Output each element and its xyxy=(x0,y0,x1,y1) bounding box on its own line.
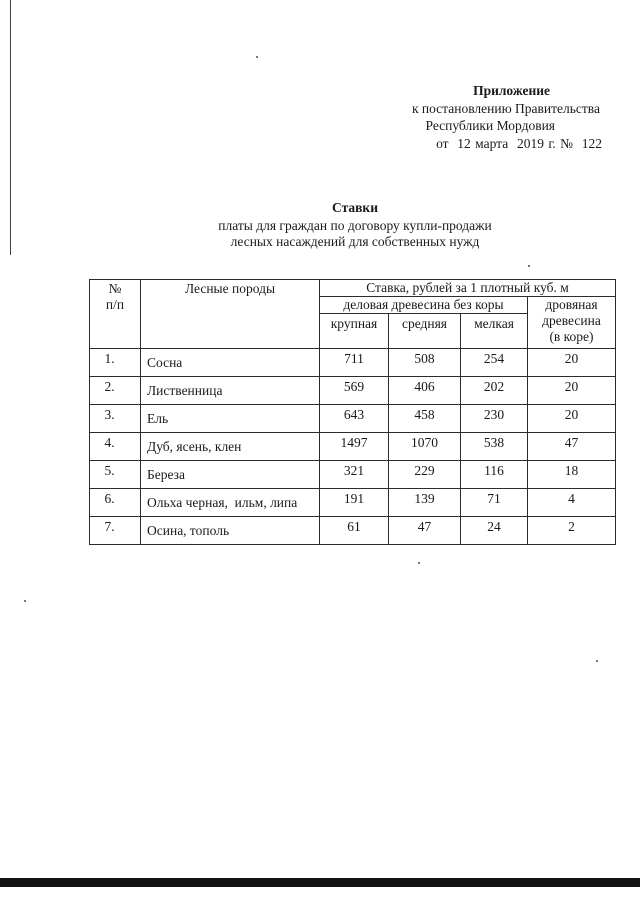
document-subtitle-1: платы для граждан по договору купли-продажи xyxy=(218,217,492,233)
row-species: Лиственница xyxy=(141,377,320,405)
header-fuel-wood: дровяная древесина (в коре) xyxy=(528,297,616,349)
table-row xyxy=(90,405,616,433)
row-medium: 47 xyxy=(389,517,461,545)
header-medium: средняя xyxy=(389,314,461,349)
row-large: 191 xyxy=(320,489,389,517)
row-large: 569 xyxy=(320,377,389,405)
scan-speck xyxy=(596,660,598,662)
document-title: Ставки xyxy=(332,200,378,215)
row-large: 1497 xyxy=(320,433,389,461)
appendix-line-1: к постановлению Правительства xyxy=(411,100,600,116)
scan-left-edge xyxy=(10,0,11,255)
header-small: мелкая xyxy=(461,314,528,349)
appendix-line-2: Республики Мордовия xyxy=(425,118,555,133)
row-medium: 1070 xyxy=(389,433,461,461)
row-small: 538 xyxy=(461,433,528,461)
scan-bottom-bar xyxy=(0,878,640,887)
row-small: 254 xyxy=(461,349,528,377)
row-fuel: 20 xyxy=(528,377,616,405)
row-small: 71 xyxy=(461,489,528,517)
row-num: 7. xyxy=(90,517,141,545)
row-num: 5. xyxy=(90,461,141,489)
appendix-block xyxy=(362,82,622,152)
scan-speck xyxy=(256,56,258,58)
row-num: 2. xyxy=(90,377,141,405)
row-species: Сосна xyxy=(141,349,320,377)
row-large: 321 xyxy=(320,461,389,489)
row-small: 230 xyxy=(461,405,528,433)
table-row xyxy=(90,433,616,461)
scan-speck xyxy=(24,600,26,602)
row-small: 116 xyxy=(461,461,528,489)
table-row xyxy=(90,489,616,517)
scan-speck xyxy=(528,265,530,267)
row-large: 643 xyxy=(320,405,389,433)
row-species: Ель xyxy=(141,405,320,433)
appendix-heading: Приложение xyxy=(473,83,550,98)
table-row xyxy=(90,349,616,377)
document-subtitle-2: лесных насаждений для собственных нужд xyxy=(230,234,480,249)
table-row xyxy=(90,461,616,489)
scan-speck xyxy=(418,562,420,564)
row-fuel: 18 xyxy=(528,461,616,489)
row-num: 1. xyxy=(90,349,141,377)
row-medium: 508 xyxy=(389,349,461,377)
header-business-wood: деловая древесина без коры xyxy=(320,297,528,314)
row-fuel: 4 xyxy=(528,489,616,517)
row-medium: 458 xyxy=(389,405,461,433)
row-num: 4. xyxy=(90,433,141,461)
row-species: Осина, тополь xyxy=(141,517,320,545)
row-medium: 139 xyxy=(389,489,461,517)
table-row xyxy=(90,517,616,545)
table-row xyxy=(90,377,616,405)
row-small: 24 xyxy=(461,517,528,545)
row-medium: 229 xyxy=(389,461,461,489)
row-species: Дуб, ясень, клен xyxy=(141,433,320,461)
row-num: 6. xyxy=(90,489,141,517)
row-species: Ольха черная, ильм, липа xyxy=(141,489,320,517)
row-large: 711 xyxy=(320,349,389,377)
row-fuel: 20 xyxy=(528,405,616,433)
row-num: 3. xyxy=(90,405,141,433)
row-fuel: 47 xyxy=(528,433,616,461)
row-large: 61 xyxy=(320,517,389,545)
rates-table-header xyxy=(90,280,616,349)
row-fuel: 2 xyxy=(528,517,616,545)
row-fuel: 20 xyxy=(528,349,616,377)
appendix-date-line: от 12 марта 2019 г. № 122 xyxy=(436,135,602,151)
header-large: крупная xyxy=(320,314,389,349)
header-num: № п/п xyxy=(90,280,141,349)
rates-table-body xyxy=(90,349,616,545)
header-rate: Ставка, рублей за 1 плотный куб. м xyxy=(320,280,616,297)
rates-table xyxy=(89,279,616,545)
document-title-block xyxy=(150,200,560,251)
header-species: Лесные породы xyxy=(141,280,320,349)
row-small: 202 xyxy=(461,377,528,405)
row-medium: 406 xyxy=(389,377,461,405)
row-species: Береза xyxy=(141,461,320,489)
